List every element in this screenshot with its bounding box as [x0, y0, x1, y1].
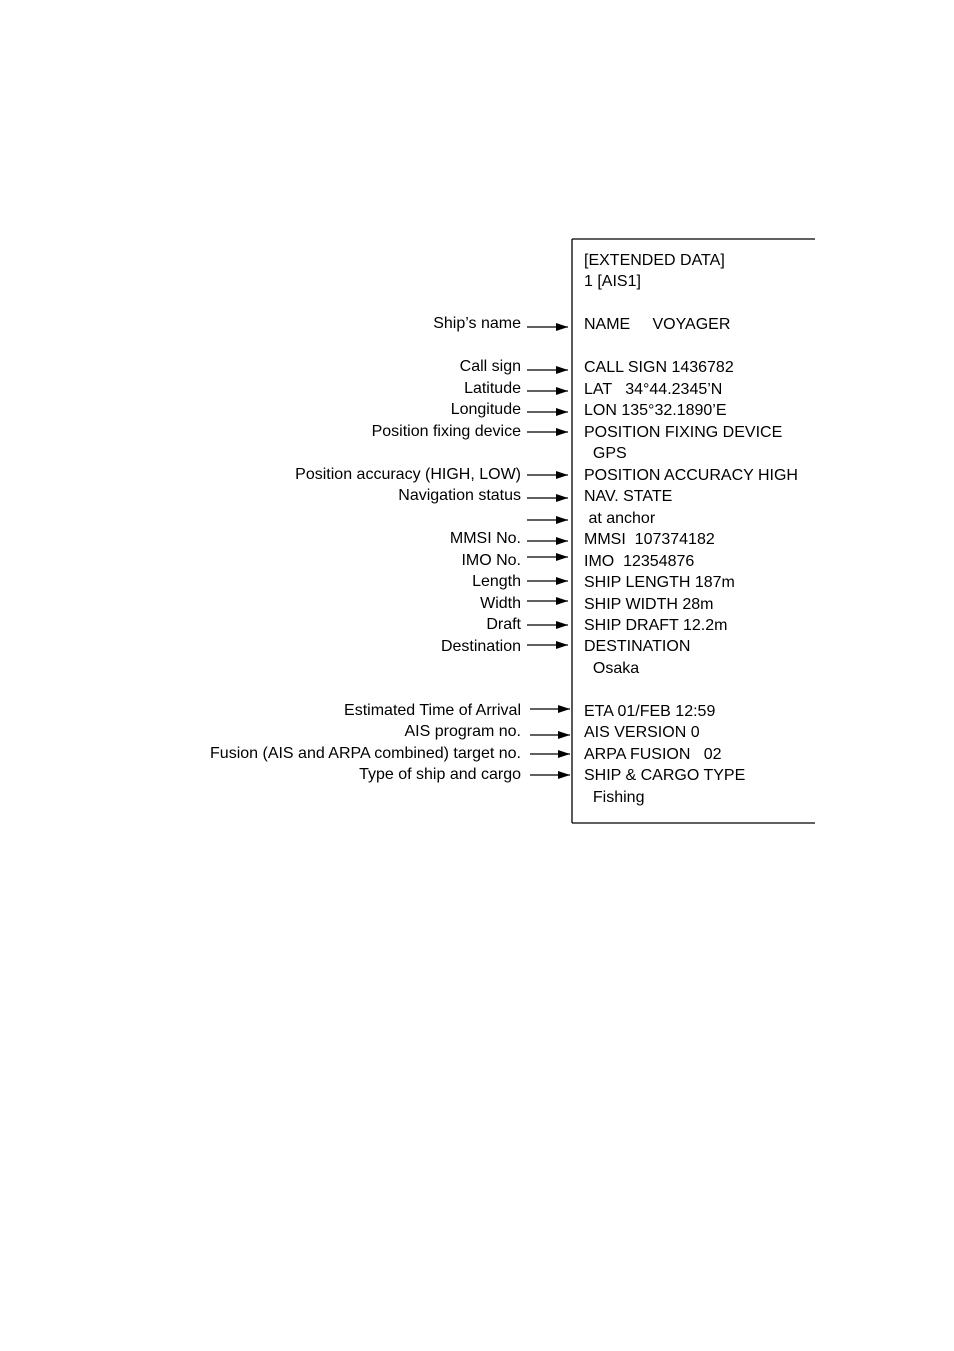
panel-ais-version: AIS VERSION 0: [584, 724, 700, 741]
label-imo-no: IMO No.: [461, 552, 521, 569]
label-length: Length: [472, 573, 521, 590]
label-mmsi-no: MMSI No.: [449, 530, 521, 547]
label-fusion-target-no: Fusion (AIS and ARPA combined) target no.: [210, 745, 521, 762]
label-call-sign: Call sign: [459, 358, 521, 375]
label-eta: Estimated Time of Arrival: [344, 702, 521, 719]
label-ship-cargo-type: Type of ship and cargo: [359, 766, 521, 783]
label-width: Width: [480, 595, 521, 612]
panel-eta: ETA 01/FEB 12:59: [584, 703, 716, 720]
panel-ship-length: SHIP LENGTH 187m: [584, 574, 735, 591]
panel-lat: LAT 34°44.2345’N: [584, 381, 723, 398]
label-destination: Destination: [440, 638, 521, 655]
label-ais-program-no: AIS program no.: [404, 723, 521, 740]
panel-arpa-fusion: ARPA FUSION 02: [584, 746, 722, 763]
panel-destination-value: Osaka: [584, 660, 640, 677]
panel-position-fixing-device: POSITION FIXING DEVICE: [584, 424, 783, 441]
panel-lon: LON 135°32.1890’E: [584, 402, 727, 419]
label-navigation-status: Navigation status: [398, 487, 521, 504]
label-position-fixing-device: Position fixing device: [371, 423, 521, 440]
panel-ship-draft: SHIP DRAFT 12.2m: [584, 617, 728, 634]
panel-imo: IMO 12354876: [584, 553, 695, 570]
panel-destination: DESTINATION: [584, 638, 691, 655]
panel-name: NAME VOYAGER: [584, 316, 731, 333]
panel-position-accuracy: POSITION ACCURACY HIGH: [584, 467, 798, 484]
panel-header: [EXTENDED DATA]: [584, 252, 725, 269]
panel-position-fixing-device-value: GPS: [584, 445, 627, 462]
panel-call-sign: CALL SIGN 1436782: [584, 359, 734, 376]
panel-ship-cargo-type: SHIP & CARGO TYPE: [584, 767, 746, 784]
label-latitude: Latitude: [464, 380, 521, 397]
label-ships-name: Ship’s name: [433, 315, 521, 332]
label-position-accuracy: Position accuracy (HIGH, LOW): [295, 466, 521, 483]
panel-ship-width: SHIP WIDTH 28m: [584, 596, 714, 613]
panel-mmsi: MMSI 107374182: [584, 531, 715, 548]
panel-nav-state-value: at anchor: [584, 510, 656, 527]
label-longitude: Longitude: [450, 401, 521, 418]
label-draft: Draft: [486, 616, 521, 633]
panel-ship-cargo-type-value: Fishing: [584, 789, 645, 806]
panel-subheader: 1 [AIS1]: [584, 273, 641, 290]
panel-nav-state: NAV. STATE: [584, 488, 673, 505]
